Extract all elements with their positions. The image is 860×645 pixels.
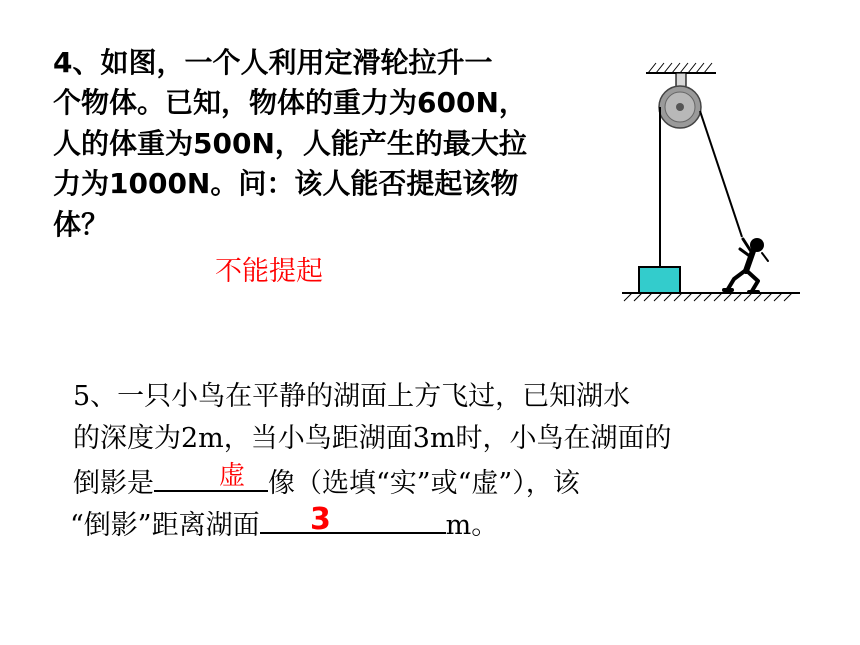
person-leg-back <box>747 271 758 291</box>
question-4-line-5: 体？ <box>53 208 110 241</box>
question-5-line-4 <box>70 502 498 547</box>
load-box <box>639 267 680 293</box>
rope-person-side <box>700 111 742 237</box>
question-5-answer-2: 3 <box>310 502 331 537</box>
question-5-line-3 <box>73 460 580 505</box>
person-figure <box>724 238 768 292</box>
answer-blank-1[interactable] <box>154 460 268 492</box>
person-leg-front <box>728 270 746 289</box>
question-5-line-2: 的深度为2m，当小鸟距湖面3m时，小鸟在湖面的 <box>73 423 672 454</box>
question-5-line-4-start: “倒影”距离湖面 <box>70 510 260 541</box>
answer-blank-2[interactable] <box>260 502 446 534</box>
pulley-figure <box>612 55 812 305</box>
question-5-line-1: 5、一只小鸟在平静的湖面上方飞过，已知湖水 <box>73 381 631 412</box>
pulley-axle <box>676 103 684 111</box>
person-hand-detail <box>762 253 768 261</box>
question-5-line-3-end: 像（选填“实”或“虚”），该 <box>268 468 580 499</box>
question-5-line-4-end: m。 <box>445 510 499 541</box>
ceiling-hatch <box>648 63 712 73</box>
question-4-answer: 不能提起 <box>215 256 323 287</box>
question-4-line-1: 4、如图，一个人利用定滑轮拉升一 <box>53 46 493 79</box>
ground-hatch <box>624 293 792 301</box>
question-5-line-3-start: 倒影是 <box>73 468 154 499</box>
question-4-line-2: 个物体。已知，物体的重力为600N， <box>53 86 527 119</box>
question-5-answer-1: 虚 <box>219 461 246 491</box>
question-4-line-3: 人的体重为500N，人能产生的最大拉 <box>53 127 527 160</box>
question-4-line-4: 力为1000N。问：该人能否提起该物 <box>53 167 519 200</box>
